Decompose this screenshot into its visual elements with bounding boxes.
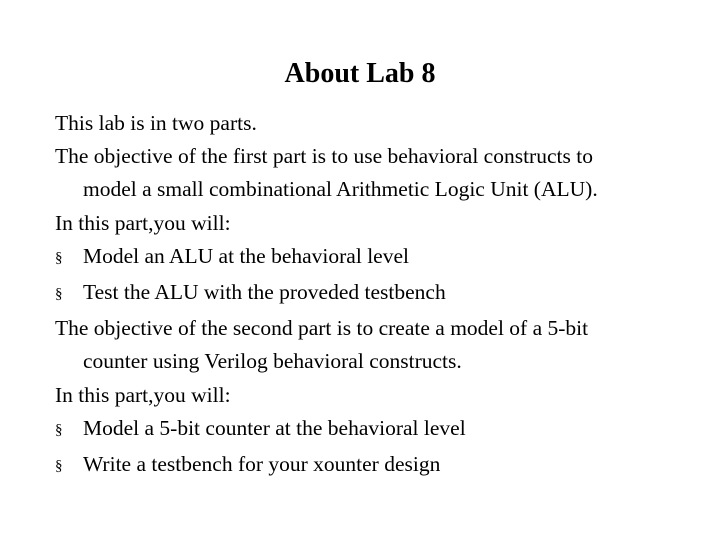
part1-objective-line-2: model a small combinational Arithmetic Logic Unit (ALU).	[83, 177, 598, 202]
list-item-text: Model an ALU at the behavioral level	[83, 243, 409, 268]
part1-objective-line-1: The objective of the first part is to use behavioral constructs to	[55, 144, 593, 169]
list-item-text: Test the ALU with the proveded testbench	[83, 280, 446, 305]
list-item-text: Model a 5-bit counter at the behavioral level	[83, 415, 466, 440]
list-item	[55, 448, 695, 484]
list-item	[55, 412, 695, 448]
slide-title: About Lab 8	[284, 58, 436, 89]
part1-lead: In this part,you will:	[55, 210, 231, 235]
slide-body	[55, 107, 695, 484]
part2-objective-line-2: counter using Verilog behavioral constructs.	[83, 349, 462, 374]
list-item-text: Write a testbench for your xounter design	[83, 452, 441, 477]
part2-objective-line-1: The objective of the second part is to create a model of a 5-bit	[55, 316, 589, 341]
list-item	[55, 276, 695, 312]
part2-lead: In this part,you will:	[55, 382, 231, 407]
bullet-icon: §	[55, 249, 63, 266]
bullet-icon: §	[55, 458, 63, 475]
intro-text: This lab is in two parts.	[55, 111, 257, 135]
bullet-icon: §	[55, 286, 63, 303]
bullet-icon: §	[55, 421, 63, 438]
list-item	[55, 240, 695, 276]
